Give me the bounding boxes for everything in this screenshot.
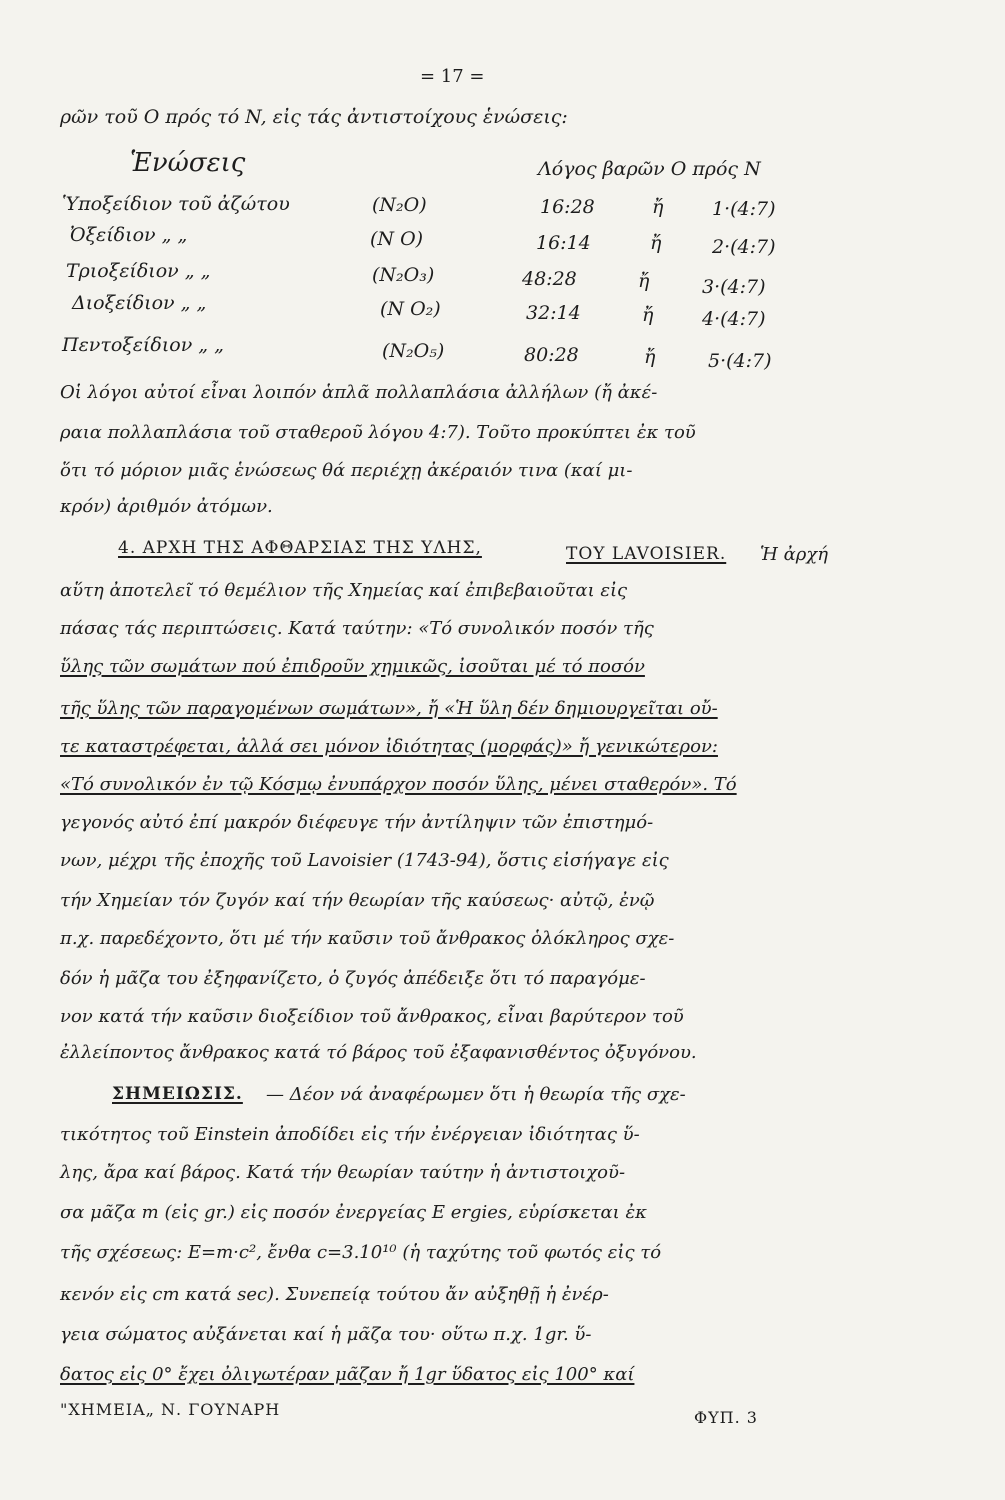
note-line: — Δέον νά ἀναφέρωμεν ὅτι ἡ θεωρία τῆς σχε- bbox=[266, 1084, 686, 1105]
note-line: τικότητος τοῦ Einstein ἀποδίδει εἰς τήν ἐνέργειαν ἰδιότητας ὕ- bbox=[60, 1124, 640, 1145]
page-number: = 17 = bbox=[420, 66, 485, 87]
paragraph-line: ἐλλείποντος ἄνθρακος κατά τό βάρος τοῦ ἐξαφανισθέντος ὀξυγόνου. bbox=[60, 1042, 697, 1063]
paragraph-line: «Τό συνολικόν ἐν τῷ Κόσμῳ ἐνυπάρχον ποσόν ὕλης, μένει σταθερόν». Τό bbox=[60, 774, 737, 795]
note-line: γεια σώματος αὐξάνεται καί ἡ μᾶζα του· οὕτω π.χ. 1gr. ὕ- bbox=[60, 1324, 592, 1345]
paragraph-line: αὕτη ἀποτελεῖ τό θεμέλιον τῆς Χημείας καί ἐπιβεβαιοῦται εἰς bbox=[60, 580, 628, 601]
table-header-compounds: Ἑνώσεις bbox=[130, 148, 246, 178]
table-row-formula: (N₂O₃) bbox=[372, 264, 435, 286]
paragraph-line: τε καταστρέφεται, ἀλλά σει μόνον ἰδιότητας (μορφάς)» ἤ γενικώτερον: bbox=[60, 736, 718, 757]
table-row-multiple: 4·(4:7) bbox=[702, 308, 766, 330]
footer-sheet-number: ΦΥΠ. 3 bbox=[694, 1408, 758, 1427]
paragraph-line: τῆς ὕλης τῶν παραγομένων σωμάτων», ἤ «Ἡ ὕλη δέν δημιουργεῖται οὔ- bbox=[60, 698, 718, 719]
paragraph-line: τήν Χημείαν τόν ζυγόν καί τήν θεωρίαν τῆς καύσεως· αὐτῷ, ἐνῷ bbox=[60, 890, 655, 911]
table-row-name: Πεντοξείδιον „ „ bbox=[62, 334, 225, 356]
note-line: σα μᾶζα m (εἰς gr.) εἰς ποσόν ἐνεργείας E ergies, εὑρίσκεται ἐκ bbox=[60, 1202, 647, 1223]
table-row-eta: ἤ bbox=[644, 346, 656, 368]
table-row-formula: (N O) bbox=[370, 228, 424, 250]
table-header-ratio: Λόγος βαρῶν O πρός N bbox=[538, 158, 761, 180]
paragraph-line: πάσας τάς περιπτώσεις. Κατά ταύτην: «Τό συνολικόν ποσόν τῆς bbox=[60, 618, 654, 639]
paragraph-line: ὕλης τῶν σωμάτων πού ἐπιδροῦν χημικῶς, ἰσοῦται μέ τό ποσόν bbox=[60, 656, 645, 677]
paragraph-line: νον κατά τήν καῦσιν διοξείδιον τοῦ ἄνθρακος, εἶναι βαρύτερον τοῦ bbox=[60, 1006, 684, 1027]
table-row-formula: (N O₂) bbox=[380, 298, 441, 320]
table-row-ratio: 80:28 bbox=[524, 344, 579, 366]
table-row-formula: (N₂O) bbox=[372, 194, 427, 216]
table-row-ratio: 32:14 bbox=[526, 302, 581, 324]
table-row-multiple: 5·(4:7) bbox=[708, 350, 772, 372]
paragraph-line: νων, μέχρι τῆς ἐποχῆς τοῦ Lavoisier (1743-94), ὅστις εἰσήγαγε εἰς bbox=[60, 850, 669, 871]
table-row-name: Ὀξείδιον „ „ bbox=[70, 224, 188, 246]
table-row-formula: (N₂O₅) bbox=[382, 340, 445, 362]
note-label: ΣΗΜΕΙΩΣΙΣ. bbox=[112, 1084, 243, 1104]
note-line: τῆς σχέσεως: E=m·c², ἔνθα c=3.10¹⁰ (ἡ ταχύτης τοῦ φωτός εἰς τό bbox=[60, 1242, 662, 1263]
table-row-multiple: 3·(4:7) bbox=[702, 276, 766, 298]
paragraph-line: δόν ἡ μᾶζα του ἐξηφανίζετο, ὁ ζυγός ἀπέδειξε ὅτι τό παραγόμε- bbox=[60, 968, 646, 989]
footer-title: "ΧΗΜΕΙΑ„ Ν. ΓΟΥΝΑΡΗ bbox=[60, 1400, 281, 1419]
table-row-eta: ἤ bbox=[642, 304, 654, 326]
table-row-name: Τριοξείδιον „ „ bbox=[66, 260, 211, 282]
note-line: λης, ἄρα καί βάρος. Κατά τήν θεωρίαν ταύτην ἡ ἀντιστοιχοῦ- bbox=[60, 1162, 626, 1183]
paragraph-line: π.χ. παρεδέχοντο, ὅτι μέ τήν καῦσιν τοῦ ἄνθρακος ὁλόκληρος σχε- bbox=[60, 928, 675, 949]
note-line: δατος εἰς 0° ἔχει ὀλιγωτέραν μᾶζαν ἤ 1gr ὕδατος εἰς 100° καί bbox=[60, 1364, 635, 1385]
section-heading: 4. ΑΡΧΗ ΤΗΣ ΑΦΘΑΡΣΙΑΣ ΤΗΣ ΥΛΗΣ, bbox=[118, 538, 482, 558]
paragraph-line: ραια πολλαπλάσια τοῦ σταθεροῦ λόγου 4:7). Τοῦτο προκύπτει ἐκ τοῦ bbox=[60, 422, 696, 443]
table-row-name: Διοξείδιον „ „ bbox=[72, 292, 207, 314]
paragraph-line: κρόν) ἀριθμόν ἀτόμων. bbox=[60, 496, 273, 517]
paragraph-line: γεγονός αὐτό ἐπί μακρόν διέφευγε τήν ἀντίληψιν τῶν ἐπιστημό- bbox=[60, 812, 654, 833]
table-row-ratio: 48:28 bbox=[522, 268, 577, 290]
table-row-eta: ἤ bbox=[650, 232, 662, 254]
paragraph-line: ὅτι τό μόριον μιᾶς ἑνώσεως θά περιέχῃ ἀκέραιόν τινα (καί μι- bbox=[60, 460, 633, 481]
paragraph-line: Οἱ λόγοι αὐτοί εἶναι λοιπόν ἁπλᾶ πολλαπλάσια ἀλλήλων (ἤ ἀκέ- bbox=[60, 382, 658, 403]
table-row-eta: ἤ bbox=[652, 196, 664, 218]
table-row-eta: ἤ bbox=[638, 270, 650, 292]
section-author: ΤΟΥ LAVOISIER. bbox=[566, 544, 727, 564]
section-heading-rest: Ἡ ἀρχή bbox=[760, 544, 829, 565]
table-row-multiple: 2·(4:7) bbox=[712, 236, 776, 258]
table-row-multiple: 1·(4:7) bbox=[712, 198, 776, 220]
intro-line: ρῶν τοῦ O πρός τό N, εἰς τάς ἀντιστοίχους ἑνώσεις: bbox=[60, 106, 568, 128]
table-row-name: Ὑποξείδιον τοῦ ἀζώτου bbox=[62, 193, 290, 215]
note-line: κενόν εἰς cm κατά sec). Συνεπείᾳ τούτου ἄν αὐξηθῇ ἡ ἐνέρ- bbox=[60, 1284, 609, 1305]
table-row-ratio: 16:14 bbox=[536, 232, 591, 254]
table-row-ratio: 16:28 bbox=[540, 196, 595, 218]
